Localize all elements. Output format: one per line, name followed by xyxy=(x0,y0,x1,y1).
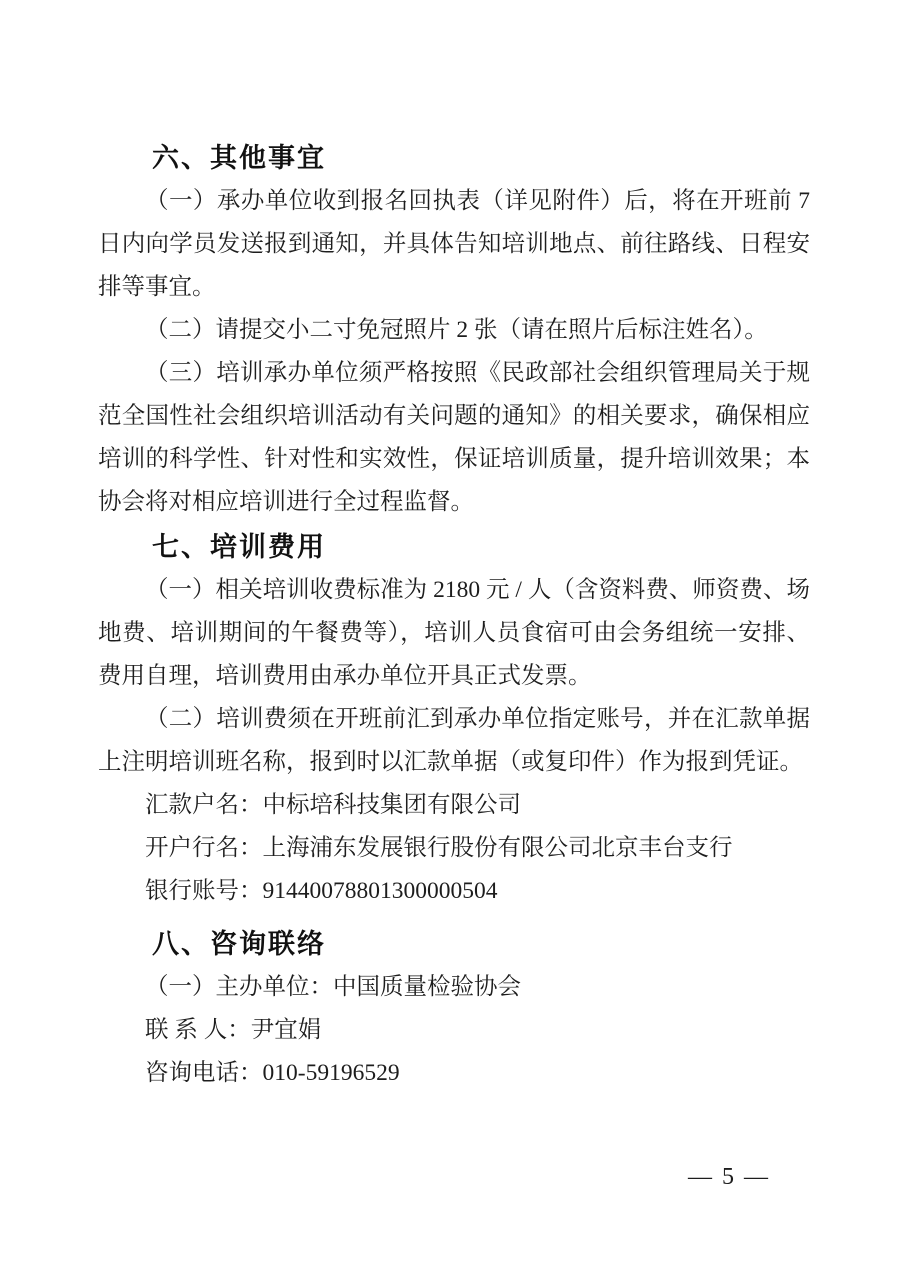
para-bank-account-number: 银行账号：91440078801300000504 xyxy=(145,878,498,904)
para-payment-instruction: （二）培训费须在开班前汇到承办单位指定账号，并在汇款单据上注明培训班名称，报到时以汇款单据（或复印件）作为报到凭证。 xyxy=(98,706,810,775)
para-organizer: （一）主办单位：中国质量检验协会 xyxy=(145,974,521,1000)
para-fee-standard: （一）相关培训收费标准为 2180 元 / 人（含资料费、师资费、场地费、培训期间的午餐费等），培训人员食宿可由会务组统一安排、费用自理，培训费用由承办单位开具正式发票。 xyxy=(98,577,810,689)
para-registration-notice: （一）承办单位收到报名回执表（详见附件）后，将在开班前 7 日内向学员发送报到通知，并具体告知培训地点、前往路线、日程安排等事宜。 xyxy=(98,188,810,300)
para-training-regulation: （三）培训承办单位须严格按照《民政部社会组织管理局关于规范全国性社会组织培训活动有关问题的通知》的相关要求，确保相应培训的科学性、针对性和实效性，保证培训质量，提升培训效果；本协会将对相应培训进行全过程监督。 xyxy=(98,360,810,515)
para-bank-name: 开户行名：上海浦东发展银行股份有限公司北京丰台支行 xyxy=(145,835,733,861)
page-number: — 5 — xyxy=(688,1164,770,1190)
section-heading-other-matters: 六、其他事宜 xyxy=(152,143,326,173)
para-remittance-account-name: 汇款户名：中标培科技集团有限公司 xyxy=(145,792,521,818)
document-body xyxy=(98,137,810,1095)
section-heading-contact: 八、咨询联络 xyxy=(152,929,326,959)
section-heading-training-fees: 七、培训费用 xyxy=(152,532,326,562)
para-phone: 咨询电话：010-59196529 xyxy=(145,1060,400,1086)
para-photo-requirement: （二）请提交小二寸免冠照片 2 张（请在照片后标注姓名）。 xyxy=(145,317,768,343)
para-contact-person: 联 系 人：尹宜娟 xyxy=(145,1017,322,1043)
